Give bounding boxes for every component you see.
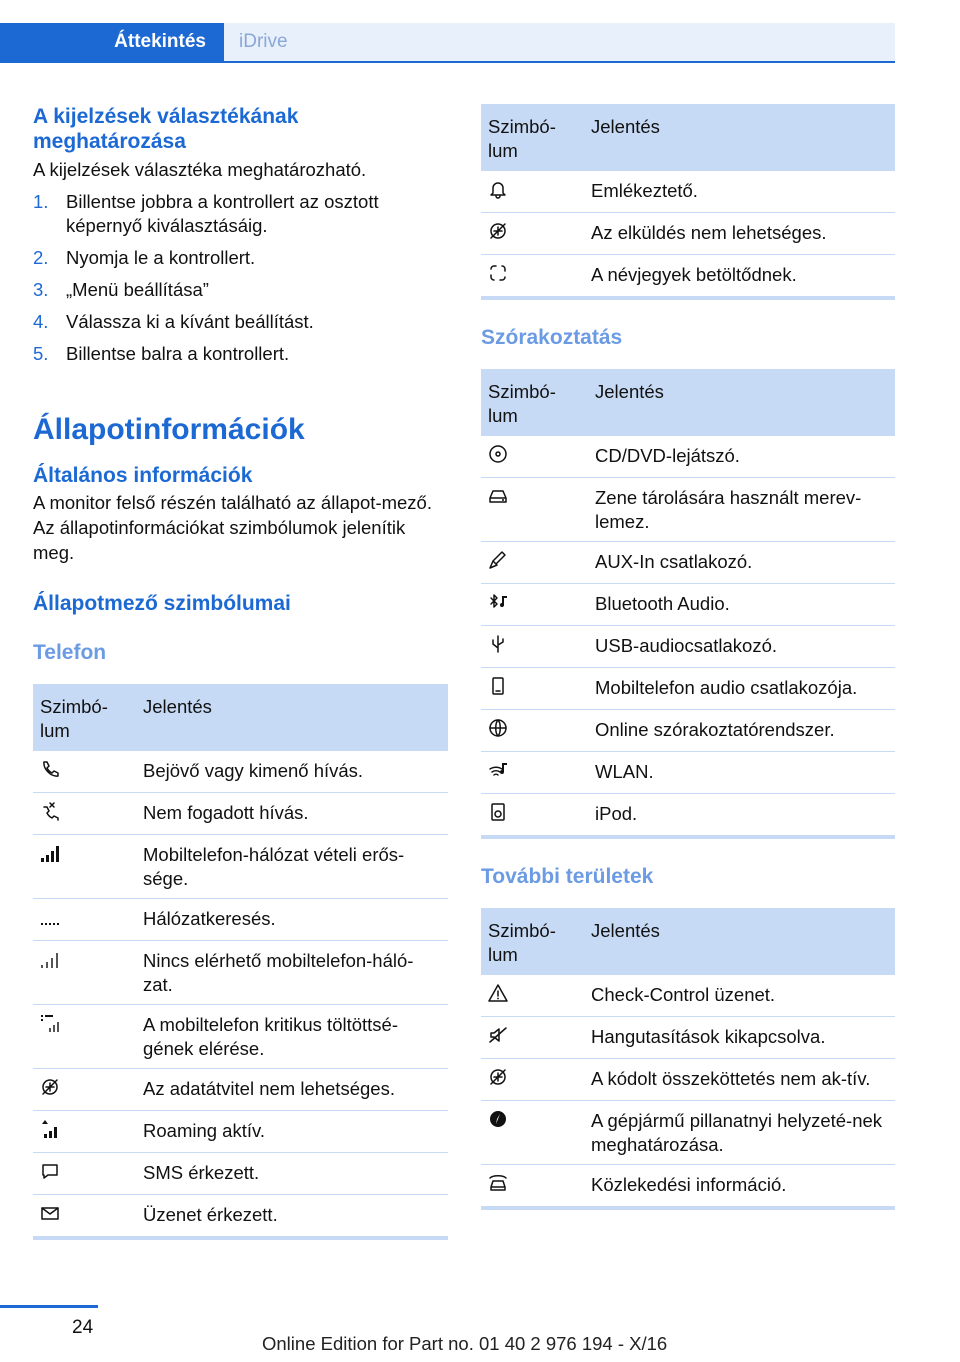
table-row [481,1165,895,1209]
bell-icon [488,179,508,199]
general-info-title: Általános információk [33,464,253,487]
phone-icon [40,759,60,779]
symbol-cell [481,710,588,752]
tab-idrive[interactable]: iDrive [224,23,895,61]
ipod-icon [488,802,508,822]
symbol-cell [481,626,588,668]
mobile-audio-icon [488,676,508,696]
steps-list [33,190,448,366]
symbol-cell [481,752,588,794]
meaning-cell: Közlekedési információ. [584,1165,895,1209]
table-row [481,1101,895,1165]
meaning-cell: A névjegyek betöltődnek. [584,255,895,299]
tovabbi-title: További területek [481,865,654,888]
symbol-cell [481,255,584,299]
list-item [33,278,448,302]
table-row [33,751,448,793]
aux-in-icon [488,550,508,570]
table-row [481,542,895,584]
table-row [481,478,895,542]
meaning-column-header: Jelentés [136,684,448,751]
usb-icon [488,634,508,654]
meaning-cell: Nincs elérhető mobiltelefon-háló-zat. [136,941,448,1005]
meaning-cell: A mobiltelefon kritikus töltöttsé-gének elérése. [136,1005,448,1069]
meaning-cell: WLAN. [588,752,895,794]
table-row [33,1005,448,1069]
page-number: 24 [72,1317,94,1338]
meaning-cell: Mobiltelefon-hálózat vételi erős-sége. [136,835,448,899]
symbol-cell [33,1111,136,1153]
table-row [33,835,448,899]
meaning-cell: A gépjármű pillanatnyi helyzeté-nek meghatározása. [584,1101,895,1165]
table-row [481,255,895,299]
symbol-cell [481,171,584,213]
meaning-cell: SMS érkezett. [136,1153,448,1195]
meaning-cell: Check-Control üzenet. [584,975,895,1017]
telefon-table-continued [481,104,895,300]
step-number: 1. [33,191,49,212]
table-row [33,899,448,941]
page-number-bar [0,1305,98,1308]
table-row [33,1069,448,1111]
meaning-cell: Üzenet érkezett. [136,1195,448,1239]
table-row [33,1111,448,1153]
meaning-cell: AUX-In csatlakozó. [588,542,895,584]
mute-icon [488,1025,508,1045]
meaning-cell: Az adatátvitel nem lehetséges. [136,1069,448,1111]
left-column [33,104,448,1240]
meaning-column-header: Jelentés [584,908,895,975]
step-text: Billentse balra a kontrollert. [66,343,290,364]
hard-disk-icon [488,486,508,506]
online-entertainment-icon [488,718,508,738]
main-title: Állapotinformációk [33,413,305,446]
table-row [33,941,448,1005]
footer-edition: Online Edition for Part no. 01 40 2 976 194 - X/16 [262,1333,668,1354]
network-search-icon [40,907,60,927]
roaming-icon [40,1119,60,1139]
symbol-cell [481,1059,584,1101]
section-text-display-selection: A kijelzések választéka meghatározható. [33,159,367,180]
table-row [481,584,895,626]
location-icon [488,1109,508,1129]
step-number: 3. [33,279,49,300]
step-text: Válassza ki a kívánt beállítást. [66,311,314,332]
step-text: Nyomja le a kontrollert. [66,247,256,268]
envelope-icon [40,1203,60,1223]
symbol-cell [33,835,136,899]
symbol-cell [481,478,588,542]
szorakoztatas-table [481,369,895,839]
table-row [481,171,895,213]
symbol-cell [33,751,136,793]
table-row [481,668,895,710]
step-number: 4. [33,311,49,332]
step-text: „Menü beállítása” [66,279,209,300]
disc-icon [488,444,508,464]
symbol-column-header: Szimbó-lum [481,104,584,171]
meaning-cell: Online szórakoztatórendszer. [588,710,895,752]
table-row [33,1153,448,1195]
sms-icon [40,1161,60,1181]
list-item [33,310,448,334]
symbol-cell [481,794,588,838]
symbol-cell [33,1195,136,1239]
signal-strength-icon [40,843,60,863]
traffic-info-icon [488,1173,508,1193]
symbol-cell [33,1153,136,1195]
right-column [481,104,895,1210]
step-number: 2. [33,247,49,268]
table-row [481,626,895,668]
warning-icon [488,983,508,1003]
contacts-loading-icon [488,263,508,283]
no-data-icon [40,1077,60,1097]
meaning-cell: Bluetooth Audio. [588,584,895,626]
meaning-cell: Roaming aktív. [136,1111,448,1153]
symbol-cell [33,899,136,941]
szorakoztatas-title: Szórakoztatás [481,326,623,349]
table-row [33,793,448,835]
meaning-cell: Bejövő vagy kimenő hívás. [136,751,448,793]
meaning-cell: CD/DVD-lejátszó. [588,436,895,478]
table-row [481,794,895,838]
low-battery-icon [40,1013,60,1033]
symbol-cell [481,436,588,478]
meaning-cell: Zene tárolására használt merev-lemez. [588,478,895,542]
meaning-cell: A kódolt összeköttetés nem ak-tív. [584,1059,895,1101]
list-item [33,190,448,238]
symbol-cell [481,213,584,255]
table-row [481,1059,895,1101]
symbol-cell [481,1165,584,1209]
table-row [481,1017,895,1059]
symbols-title: Állapotmező szimbólumai [33,592,291,615]
telefon-table [33,684,448,1240]
symbol-cell [481,1017,584,1059]
table-row [481,710,895,752]
symbol-cell [481,668,588,710]
tab-overview[interactable]: Áttekintés [0,23,224,61]
wlan-icon [488,760,508,780]
step-text: Billentse jobbra a kontrollert az osztott képernyő kiválasztásáig. [66,191,379,236]
symbol-column-header: Szimbó-lum [481,908,584,975]
symbol-cell [33,941,136,1005]
meaning-cell: Mobiltelefon audio csatlakozója. [588,668,895,710]
table-row [33,1195,448,1239]
meaning-cell: Emlékeztető. [584,171,895,213]
meaning-cell: Az elküldés nem lehetséges. [584,213,895,255]
meaning-cell: USB-audiocsatlakozó. [588,626,895,668]
symbol-cell [481,584,588,626]
table-row [481,436,895,478]
list-item [33,246,448,270]
general-info-text: A monitor felső részén található az állapot-mező. Az állapotinformációkat szimbólumok jelenítik meg. [33,492,432,563]
meaning-cell: Nem fogadott hívás. [136,793,448,835]
send-disabled-icon [488,221,508,241]
meaning-column-header: Jelentés [584,104,895,171]
no-network-icon [40,949,60,969]
table-row [481,752,895,794]
list-item [33,342,448,366]
symbol-cell [481,1101,584,1165]
step-number: 5. [33,343,49,364]
tovabbi-table [481,908,895,1210]
symbol-column-header: Szimbó-lum [481,369,588,436]
symbol-column-header: Szimbó-lum [33,684,136,751]
symbol-cell [33,793,136,835]
symbol-cell [481,975,584,1017]
bluetooth-audio-icon [488,592,508,612]
missed-call-icon [40,801,60,821]
telefon-title: Telefon [33,641,107,664]
meaning-column-header: Jelentés [588,369,895,436]
table-row [481,975,895,1017]
no-encryption-icon [488,1067,508,1087]
meaning-cell: iPod. [588,794,895,838]
meaning-cell: Hangutasítások kikapcsolva. [584,1017,895,1059]
symbol-cell [481,542,588,584]
table-row [481,213,895,255]
header-tabs [0,23,895,63]
symbol-cell [33,1069,136,1111]
symbol-cell [33,1005,136,1069]
section-title-display-selection: A kijelzések választékának meghatározása [33,105,299,153]
meaning-cell: Hálózatkeresés. [136,899,448,941]
